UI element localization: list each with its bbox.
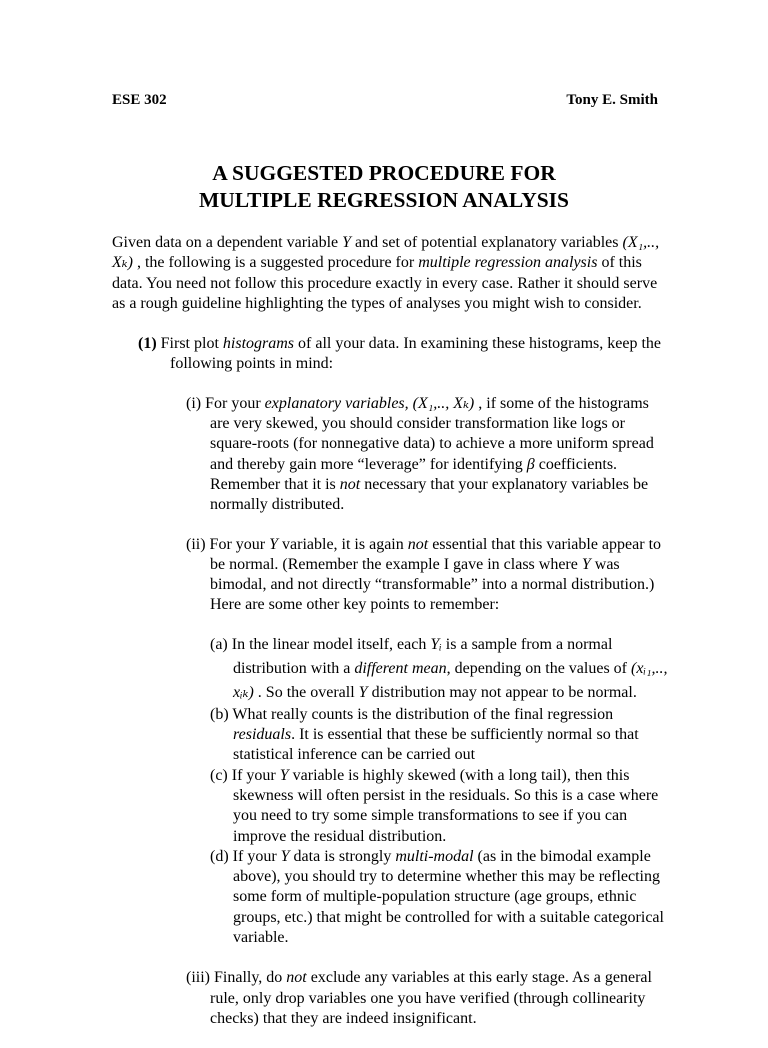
math-symbol: β [526,455,535,473]
point-ii [186,535,672,616]
document-body [112,233,672,1048]
text-run: What really counts is the distribution of the final regression [228,705,614,723]
emphasis: histograms [222,335,295,353]
step-number: (1) [138,335,157,353]
emphasis: Y [581,555,591,573]
text-run: . So the overall [253,683,359,701]
text-run: of all your data. In examining these histograms, keep the following points in mind: [170,335,662,373]
emphasis: explanatory variables [264,394,405,412]
document-title [0,160,768,214]
title-line-1: A SUGGESTED PROCEDURE FOR [212,161,556,185]
text-run: First plot [156,335,223,353]
step-1-lead [138,334,672,375]
math-expression: , (X₁,.., Xₖ) [404,394,475,412]
text-run: distribution may not appear to be normal. [367,683,637,701]
point-number: (c) [210,766,228,784]
author-name: Tony E. Smith [566,92,658,108]
text-run: data is strongly [289,847,396,865]
step-1 [138,334,672,1029]
text-run: (as in the bimodal example above), you should try to determine whether this may be reflecting some form of multiple-population structure (age groups, ethnic groups, etc.) that might be controlled for with a suitable categorical variable. [233,847,664,947]
text-run: For your [205,535,270,553]
emphasis: multiple regression analysis [418,254,598,272]
emphasis: Y [279,766,289,784]
text-run: and set of potential explanatory variables [351,234,623,251]
math-symbol: Y [342,234,352,251]
intro-paragraph [112,233,672,314]
text-run: Given data on a dependent variable [112,234,343,251]
text-run: coefficients. Remember that it is [210,455,618,493]
text-run: , depending on the values of [446,659,632,677]
text-run: exclude any variables at this early stage. As a general rule, only drop variables one you have verified (through collinearity checks) that they are indeed insignificant. [210,969,652,1027]
point-number: (a) [210,635,228,653]
point-number: (iii) [186,969,210,987]
text-run: was bimodal, and not directly “transformable” into a normal distribution.) Here are some other key points to remember: [210,555,655,614]
text-run: is a sample from a normal distribution with a [233,635,613,677]
text-run: essential that this variable appear to be normal. (Remember the example I gave in class where [210,535,662,573]
text-run: variable, it is again [278,535,408,553]
text-run: If your [227,766,280,784]
text-run: For your [201,394,265,412]
emphasis: not [407,535,429,553]
math-symbol: Y [269,535,279,553]
emphasis: not [286,969,307,987]
text-run: . It is essential that these be sufficiently normal so that statistical inference can be carried out [233,726,639,764]
text-run: In the linear model itself, each [227,635,431,653]
emphasis: different mean [354,659,447,677]
point-number: (d) [210,847,229,865]
emphasis: Y [280,847,290,865]
text-run: of this data. You need not follow this procedure exactly in every case. Rather it should serve as a rough guideline highlighting the types of analyses you might wish to consider. [112,254,658,312]
point-c [210,766,672,847]
point-b [210,705,672,766]
math-expression: (X₁,.., Xₖ) [112,234,660,272]
text-run: , if some of the histograms are very skewed, you should consider transformation like logs or square-roots (for nonnegative data) to achieve a more uniform spread and thereby gain more “leverage” for identifying [210,394,654,473]
point-number: (i) [186,394,202,412]
point-iii [186,968,672,1029]
key-points-list [210,633,672,949]
point-i [186,394,672,516]
text-run: variable is highly skewed (with a long tail), then this skewness will often persist in the residuals. So this is a case where you need to try some simple transformations to see if you can improve the residual distribution. [233,766,659,845]
emphasis: Y [358,683,368,701]
emphasis: residuals [233,726,292,744]
point-a [210,633,672,705]
emphasis: not [339,475,361,493]
math-expression: (xᵢ₁,.., xᵢₖ) [233,659,668,701]
emphasis: multi-modal [395,847,474,865]
title-line-2: MULTIPLE REGRESSION ANALYSIS [198,188,569,212]
text-run: necessary that your explanatory variables be normally distributed. [210,475,649,514]
text-run: , the following is a suggested procedure for [132,254,419,272]
point-number: (ii) [186,535,206,553]
text-run: If your [228,847,281,865]
text-run: Finally, do [210,969,287,987]
point-number: (b) [210,705,229,723]
math-symbol: Yᵢ [430,635,442,653]
point-d [210,847,672,948]
course-code: ESE 302 [112,92,167,108]
